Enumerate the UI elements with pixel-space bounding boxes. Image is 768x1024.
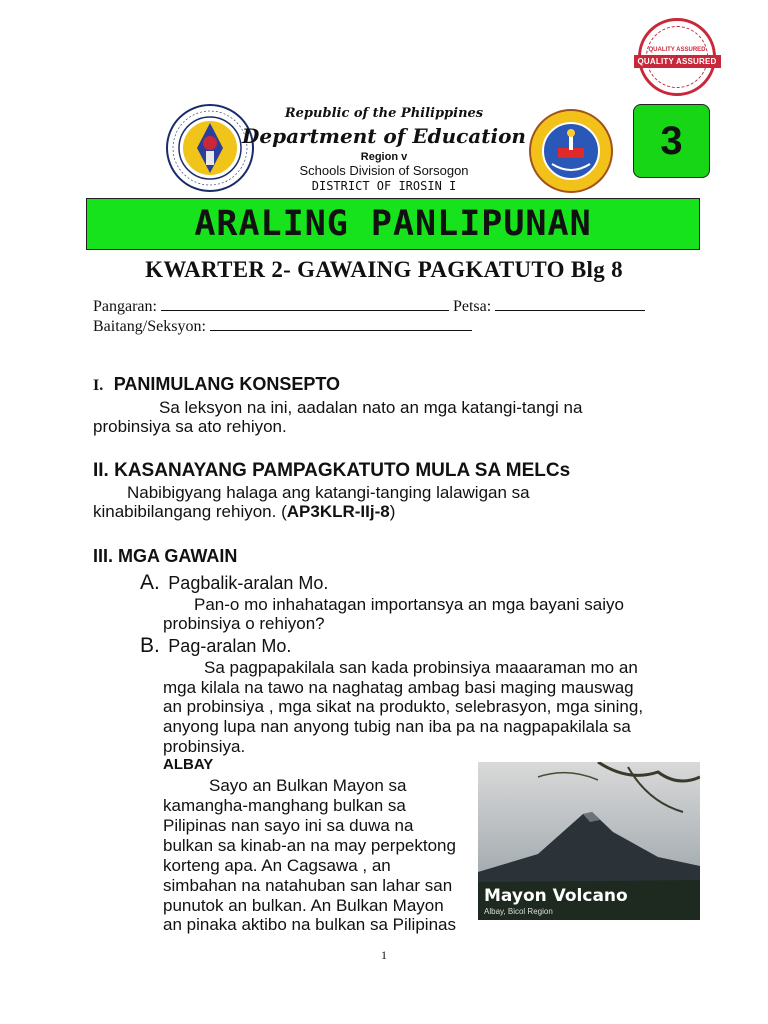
activity-a-title: Pagbalik-aralan Mo. (168, 573, 329, 593)
division-line: Schools Division of Sorsogon (299, 163, 469, 178)
grade-section-line[interactable] (210, 316, 472, 331)
albay-text-line: kamangha-manghang bulkan sa (163, 796, 406, 815)
region-line: Region v (360, 151, 408, 163)
section-2-text-end: ) (389, 502, 396, 521)
quality-assured-stamp (638, 18, 716, 96)
grade-section-field-row (93, 316, 472, 336)
stamp-banner: QUALITY ASSURED (634, 55, 721, 68)
albay-text-line: punutok an bulkan. An Bulkan Mayon (163, 896, 444, 915)
date-label: Petsa: (452, 298, 492, 315)
albay-heading: ALBAY (163, 756, 214, 773)
activity-b-text-line: anyong lupa nan anyong tubig nan iba pa na nagpapakilala sa (163, 717, 631, 736)
grade-section-label: Baitang/Seksyon: (93, 318, 206, 335)
photo-caption: Mayon Volcano (484, 886, 628, 906)
melc-code: AP3KLR-IIj-8 (286, 502, 390, 521)
name-line[interactable] (161, 296, 449, 311)
district-line: DISTRICT OF IROSIN I (311, 179, 457, 193)
activity-b-text-line: an probinsiya , mga sikat na produkto, selebrasyon, mga sining, (163, 697, 644, 716)
activity-a-text-line: Pan-o mo inhahatagan importansya an mga bayani saiyo (194, 595, 624, 614)
stamp-top-text: QUALITY ASSURED (648, 46, 706, 53)
grade-level-box: 3 (633, 104, 710, 178)
photo-subcaption: Albay, Bicol Region (484, 907, 553, 916)
albay-text-line: korteng apa. An Cagsawa , an (163, 856, 391, 875)
section-3-title: III. MGA GAWAIN (93, 546, 238, 566)
albay-text-line: Pilipinas nan sayo ini sa duwa na (163, 816, 414, 835)
albay-text-line: bulkan sa kinab-an na may perpektong (163, 836, 456, 855)
activity-a-heading (140, 571, 328, 595)
activity-b-title: Pag-aralan Mo. (168, 636, 292, 656)
section-1-heading (93, 374, 340, 395)
activity-b-text-line: probinsiya. (163, 737, 246, 756)
name-field-row (93, 296, 645, 316)
section-2-text-line2 (93, 502, 395, 521)
page-number: 1 (381, 948, 387, 962)
section-2-text: kinabibilangang rehiyon. ( (93, 502, 287, 521)
section-2-title: II. KASANAYANG PAMPAGKATUTO MULA SA MELCs (93, 460, 571, 481)
name-label: Pangaran: (93, 298, 157, 315)
albay-text-line: simbahan na natahuban san lahar san (163, 876, 453, 895)
section-1-title: PANIMULANG KONSEPTO (113, 374, 341, 394)
activity-a-letter: A. (140, 571, 160, 594)
subject-title: ARALING PANLIPUNAN (86, 198, 700, 250)
activity-b-text-line: Sa pagpapakilala san kada probinsiya maaaraman mo an (204, 658, 638, 677)
albay-text-line: Sayo an Bulkan Mayon sa (209, 776, 407, 795)
activity-a-text-line: probinsiya o rehiyon? (163, 614, 325, 633)
date-line[interactable] (495, 296, 645, 311)
activity-b-heading (140, 634, 291, 658)
mayon-volcano-photo (478, 762, 700, 920)
section-1-number: I. (93, 377, 104, 394)
section-1-text-line: Sa leksyon na ini, aadalan nato an mga katangi-tangi na (159, 398, 583, 417)
albay-text-line: an pinaka aktibo na bulkan sa Pilipinas (163, 915, 456, 934)
activity-b-text-line: mga kilala na tawo na naghatag ambag basi maging mauswag (163, 678, 634, 697)
section-1-text-line: probinsiya sa ato rehiyon. (93, 417, 287, 436)
republic-line: Republic of the Philippines (284, 106, 484, 121)
department-line: Department of Education (242, 124, 526, 148)
section-2-text-line: Nabibigyang halaga ang katangi-tanging lalawigan sa (127, 483, 530, 502)
activity-b-letter: B. (140, 634, 160, 657)
quarter-title: KWARTER 2- GAWAING PAGKATUTO Blg 8 (145, 257, 623, 282)
